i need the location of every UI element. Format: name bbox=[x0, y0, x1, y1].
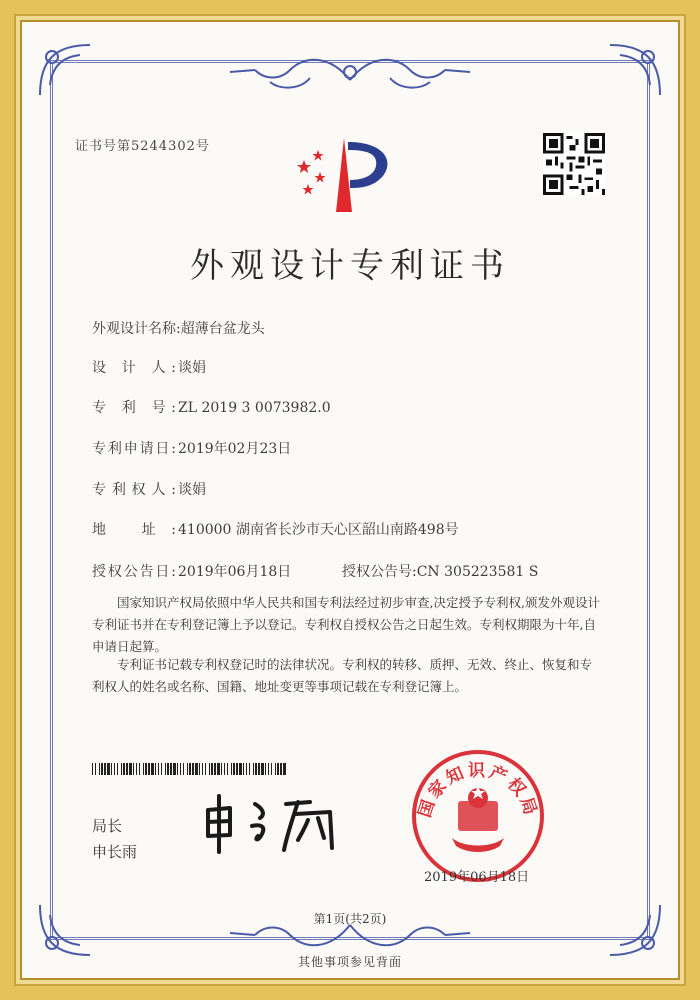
grant-date-label: 授权公告日: bbox=[92, 564, 176, 580]
officer-title: 局长 bbox=[92, 817, 123, 835]
address-label: 地 址: bbox=[92, 522, 176, 538]
official-seal bbox=[408, 746, 548, 886]
corner-ornament-tr bbox=[600, 35, 670, 105]
handwritten-signature bbox=[200, 790, 350, 860]
patent-number-row bbox=[92, 397, 331, 417]
grant-date-value: 2019年06月18日 bbox=[178, 564, 292, 580]
patentee-label: 专利权人: bbox=[92, 482, 176, 498]
design-name-row bbox=[92, 318, 265, 338]
seal-text: 国家知识产权局 bbox=[415, 761, 541, 821]
patent-number-value: ZL 2019 3 0073982.0 bbox=[178, 400, 331, 416]
designer-label: 设 计 人: bbox=[92, 360, 176, 376]
filing-date-row bbox=[92, 438, 291, 458]
page-number: 第1页(共2页) bbox=[313, 912, 387, 926]
design-name-label: 外观设计名称: bbox=[92, 321, 181, 337]
top-ornament bbox=[210, 50, 490, 100]
grant-number-label: 授权公告号: bbox=[342, 564, 417, 580]
corner-ornament-tl bbox=[30, 35, 100, 105]
address-row bbox=[92, 519, 459, 539]
designer-value: 谈娟 bbox=[178, 360, 206, 376]
legal-status-paragraph: 专利证书记载专利权登记时的法律状况。专利权的转移、质押、无效、终止、恢复和专利权人的姓名或名称、国籍、地址变更等事项记载在专利登记簿上。 bbox=[92, 657, 593, 694]
design-name-value: 超薄台盆龙头 bbox=[180, 321, 265, 337]
grant-statement-paragraph: 国家知识产权局依照中华人民共和国专利法经过初步审查,决定授予专利权,颁发外观设计专利证书并在专利登记簿上予以登记。专利权自授权公告之日起生效。专利权期限为十年,自申请日起算。 bbox=[92, 595, 600, 654]
filing-date-label: 专利申请日: bbox=[92, 441, 176, 457]
patent-office-logo bbox=[290, 132, 410, 222]
designer-row bbox=[92, 357, 206, 377]
qr-code bbox=[543, 133, 605, 195]
page-title: 外观设计专利证书 bbox=[190, 246, 510, 286]
patentee-row bbox=[92, 479, 206, 499]
grant-number-value: CN 305223581 S bbox=[416, 564, 539, 580]
barcode bbox=[92, 763, 286, 775]
certificate-number: 证书号第5244302号 bbox=[75, 139, 210, 154]
patentee-value: 谈娟 bbox=[178, 482, 206, 498]
grant-date-row bbox=[92, 561, 291, 581]
seal-date: 2019年06月18日 bbox=[424, 870, 530, 885]
filing-date-value: 2019年02月23日 bbox=[178, 441, 292, 457]
officer-name: 申长雨 bbox=[92, 843, 138, 861]
address-value: 410000 湖南省长沙市天心区韶山南路498号 bbox=[178, 522, 459, 538]
grant-number-row bbox=[342, 561, 538, 581]
footer-note: 其他事项参见背面 bbox=[297, 955, 402, 969]
patent-number-label: 专 利 号: bbox=[92, 400, 176, 416]
